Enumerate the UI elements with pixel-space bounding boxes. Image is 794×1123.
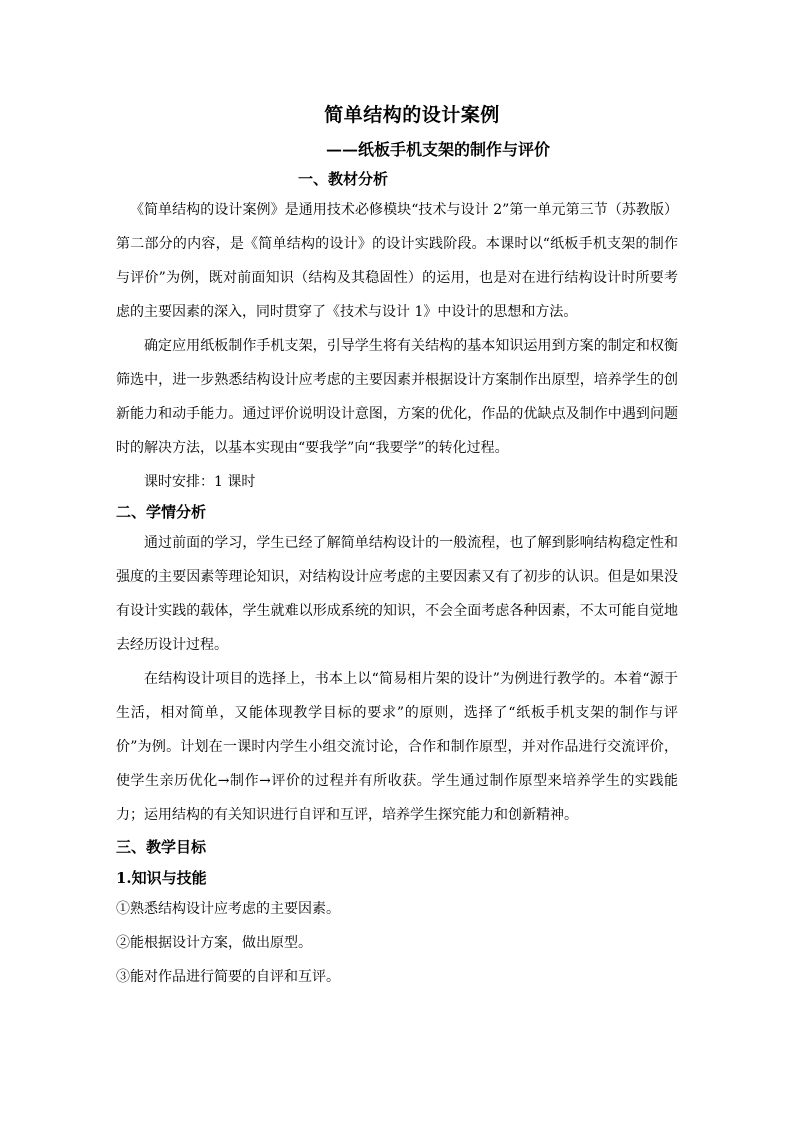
paragraph: 通过前面的学习，学生已经了解简单结构设计的一般流程，也了解到影响结构稳定性和强度的主要因素等理论知识，对结构设计应考虑的主要因素又有了初步的认识。但是如果没有设计实践的载体，学生就难以形成系统的知识，不会全面考虑各种因素，不太可能自觉地去经历设计过程。 [116, 535, 678, 653]
paragraph: 在结构设计项目的选择上，书本上以“简易相片架的设计”为例进行教学的。本着“源于生活，相对简单，又能体现教学目标的要求”的原则，选择了“纸板手机支架的制作与评价”为例。计划在一课时内学生小组交流讨论，合作和制作原型，并对作品进行交流评价，使学生亲历优化→制作→评价的过程并有所收获。学生通过制作原型来培养学生的实践能力；运用结构的有关知识进行自评和互评，培养学生探究能力和创新精神。 [116, 671, 678, 823]
paragraph: 《简单结构的设计案例》是通用技术必修模块“技术与设计 2”第一单元第三节（苏教版）第二部分的内容，是《简单结构的设计》的设计实践阶段。本课时以“纸板手机支架的制作与评价”为例，既对前面知识（结构及其稳固性）的运用，也是对在进行结构设计时所要考虑的主要因素的深入，同时贯穿了《技术与设计 1》中设计的思想和方法。 [116, 202, 678, 320]
document-body [116, 100, 678, 994]
schedule-line: 课时安排：1 课时 [144, 474, 256, 490]
subsection-heading-knowledge-skills: 1.知识与技能 [116, 869, 207, 887]
list-item: ①熟悉结构设计应考虑的主要因素。 [116, 901, 340, 917]
section-heading-teaching-goals: 三、教学目标 [116, 838, 207, 856]
paragraph: 确定应用纸板制作手机支架，引导学生将有关结构的基本知识运用到方案的制定和权衡筛选中，进一步熟悉结构设计应考虑的主要因素并根据设计方案制作出原型，培养学生的创新能力和动手能力。通过评价说明设计意图，方案的优化，作品的优缺点及制作中遇到问题时的解决方法，以基本实现由“要我学”向“我要学”的转化过程。 [116, 338, 678, 456]
section-heading-student-analysis: 二、学情分析 [116, 503, 207, 521]
list-item: ③能对作品进行简要的自评和互评。 [116, 969, 340, 985]
document-title: 简单结构的设计案例 [324, 104, 500, 126]
list-item: ②能根据设计方案，做出原型。 [116, 935, 312, 951]
section-heading-textbook-analysis: 一、教材分析 [298, 170, 389, 188]
document-subtitle: ——纸板手机支架的制作与评价 [325, 140, 550, 159]
